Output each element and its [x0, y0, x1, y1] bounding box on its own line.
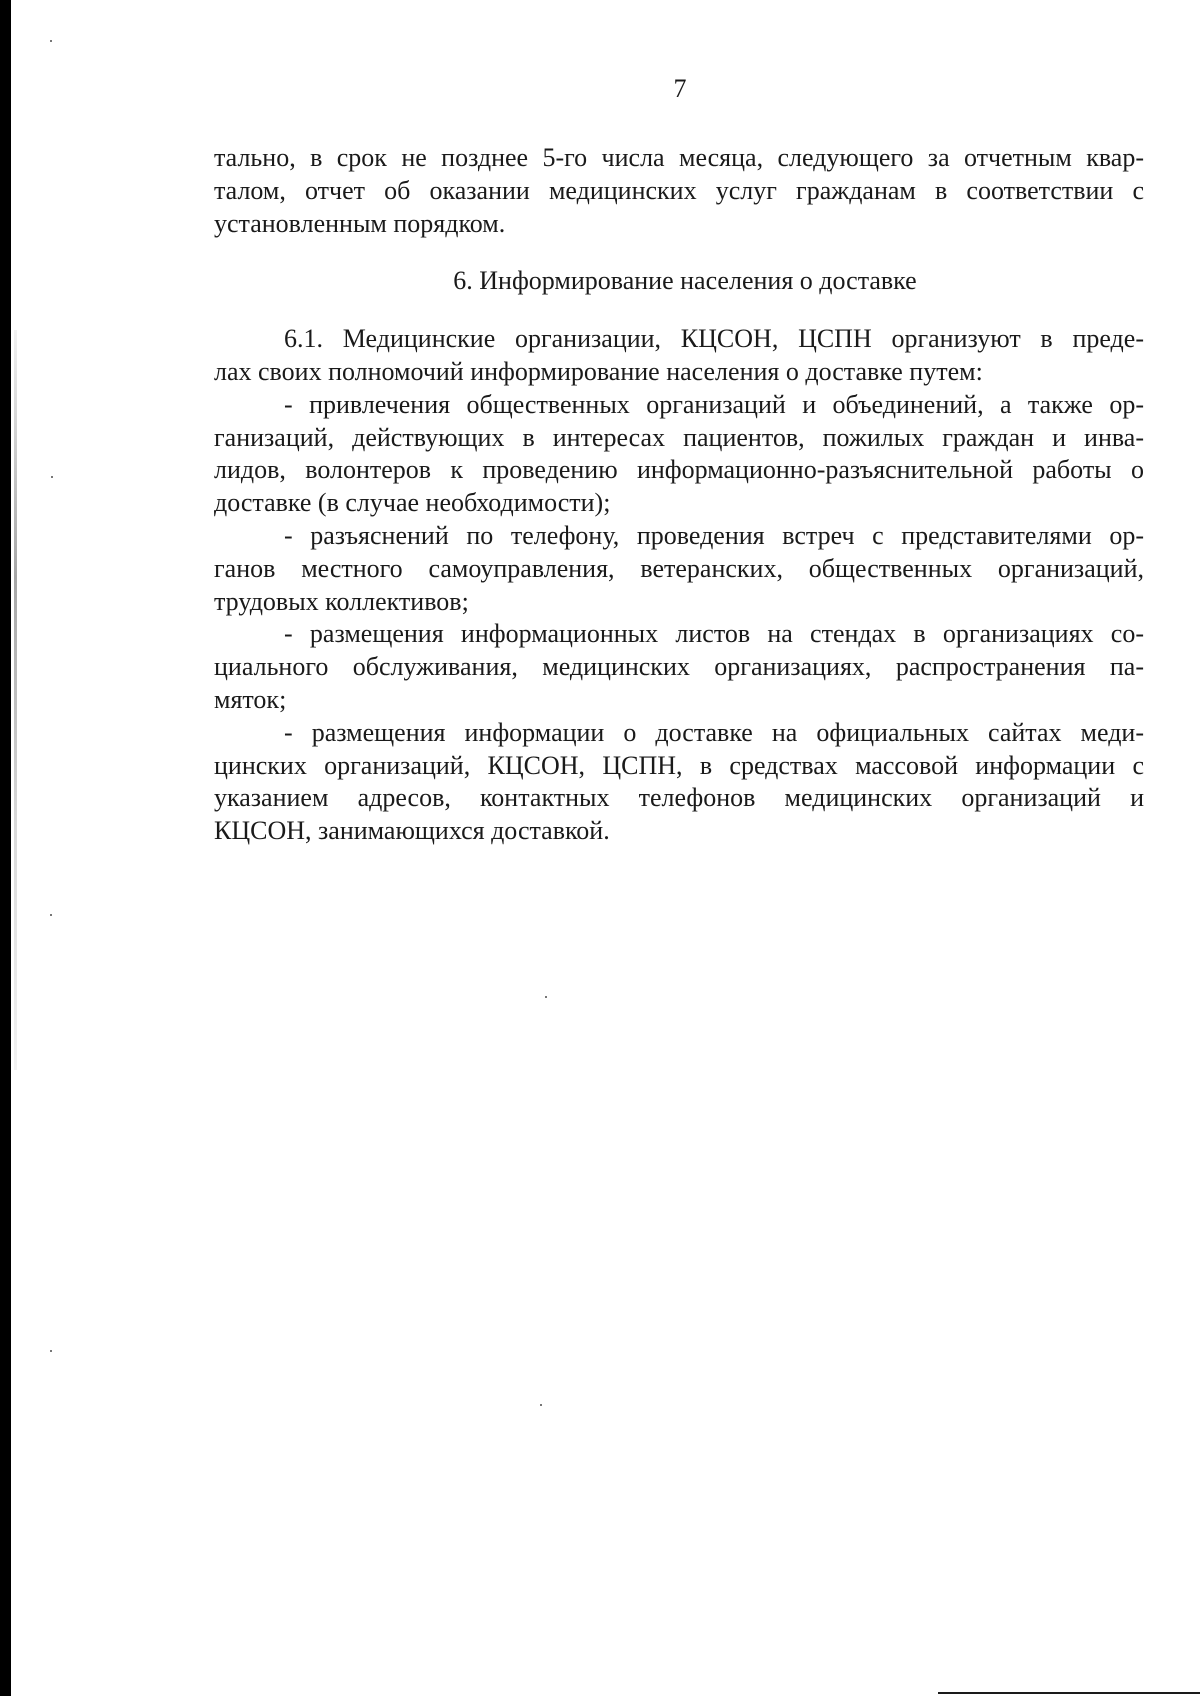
- text-line: КЦСОН, занимающихся доставкой.: [214, 816, 610, 846]
- scan-edge-shadow: [0, 0, 11, 1696]
- scan-speck: [540, 1404, 542, 1406]
- scan-bottom-edge: [938, 1692, 1200, 1694]
- text-line: мяток;: [214, 684, 287, 714]
- text-line: ганов местного самоуправления, ветеранских, общественных организаций,: [214, 553, 1144, 583]
- text-line: - привлечения общественных организаций и объединений, а также ор-: [284, 389, 1144, 419]
- text-line: - размещения информационных листов на стендах в организациях со-: [284, 619, 1144, 649]
- text-line: тально, в срок не позднее 5-го числа месяца, следующего за отчетным квар-: [214, 143, 1144, 172]
- paragraph-continuation: [214, 142, 1144, 240]
- list-item: [214, 717, 1144, 848]
- text-line: - разъяснений по телефону, проведения встреч с представителями ор-: [284, 520, 1144, 550]
- text-line: 6.1. Медицинские организации, КЦСОН, ЦСПН организуют в преде-: [284, 324, 1144, 354]
- text-line: доставке (в случае необходимости);: [214, 488, 611, 518]
- scan-edge-artifact: [14, 330, 17, 1070]
- list-item: [214, 520, 1144, 618]
- text-line: циального обслуживания, медицинских организациях, распространения па-: [214, 652, 1144, 682]
- scan-speck: [50, 914, 52, 916]
- section-heading: 6. Информирование населения о доставке: [453, 266, 917, 296]
- scan-speck: [51, 476, 53, 478]
- text-line: - размещения информации о доставке на официальных сайтах меди-: [284, 717, 1144, 747]
- text-line: лидов, волонтеров к проведению информационно-разъяснительной работы о: [214, 455, 1144, 485]
- scan-speck: [50, 40, 52, 42]
- scan-speck: [50, 1350, 52, 1352]
- paragraph-6-1: [214, 323, 1144, 389]
- list-item: [214, 618, 1144, 716]
- text-line: ганизаций, действующих в интересах пациентов, пожилых граждан и инва-: [214, 422, 1144, 452]
- scan-speck: [545, 996, 547, 998]
- text-line: лах своих полномочий информирование населения о доставке путем:: [214, 356, 983, 386]
- text-line: установленным порядком.: [214, 208, 506, 238]
- page-number: 7: [673, 74, 687, 103]
- text-line: указанием адресов, контактных телефонов медицинских организаций и: [214, 783, 1144, 813]
- document-body: [214, 142, 1144, 848]
- list-item: [214, 389, 1144, 520]
- text-line: трудовых коллективов;: [214, 586, 469, 616]
- text-line: талом, отчет об оказании медицинских услуг гражданам в соответствии с: [214, 175, 1144, 205]
- text-line: цинских организаций, КЦСОН, ЦСПН, в средствах массовой информации с: [214, 750, 1144, 780]
